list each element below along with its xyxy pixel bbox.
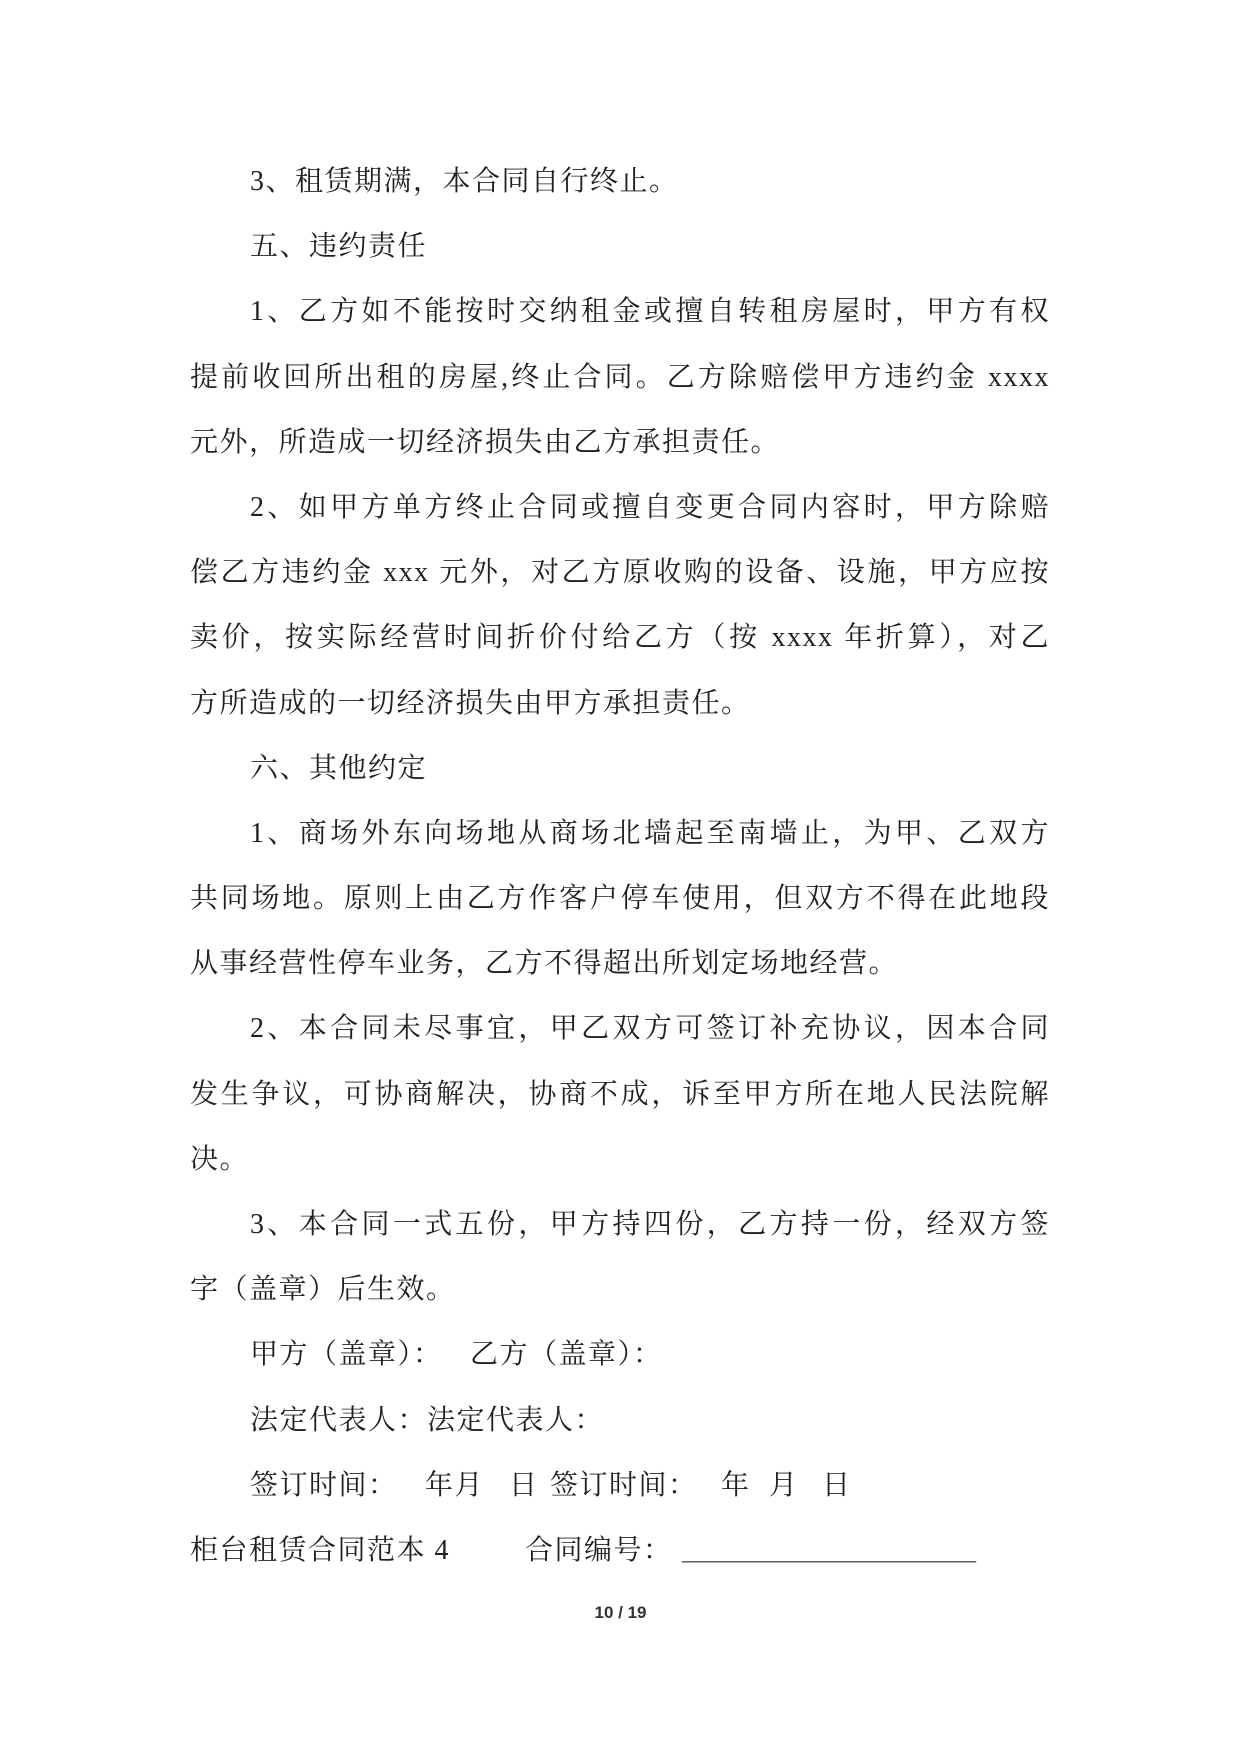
signature-seal-line xyxy=(190,1322,1050,1387)
date-a-day: 日 xyxy=(509,1469,539,1501)
clause-line: 3、租赁期满，本合同自行终止。 xyxy=(250,166,679,197)
clause-line: 3、本合同一式五份，甲方持四份，乙方持一份，经双方签 xyxy=(250,1209,1050,1240)
clause-line: 字（盖章）后生效。 xyxy=(190,1274,456,1306)
date-b-month: 月 xyxy=(769,1469,799,1501)
clause-line: 决。 xyxy=(190,1143,250,1175)
clause-line: 共同场地。原则上由乙方作客户停车使用，但双方不得在此地段 xyxy=(190,883,1050,915)
signing-date-line xyxy=(190,1453,1050,1518)
next-contract-header xyxy=(190,1518,1050,1583)
clause-line: 提前收回所出租的房屋,终止合同。乙方除赔偿甲方违约金 xxxx xyxy=(190,361,1050,393)
clause-line: 1、乙方如不能按时交纳租金或擅自转租房屋时，甲方有权 xyxy=(250,296,1050,328)
party-a-seal-label: 甲方（盖章）： xyxy=(250,1339,443,1371)
contract-number-label: 合同编号： xyxy=(525,1534,673,1566)
clause-line: 卖价，按实际经营时间折价付给乙方（按 xxxx 年折算），对乙 xyxy=(190,622,1050,654)
document-body xyxy=(190,149,1050,1583)
clause-line: 偿乙方违约金 xxx 元外，对乙方原收购的设备、设施，甲方应按 xyxy=(190,557,1050,589)
section-heading: 五、违约责任 xyxy=(250,231,428,263)
section-heading: 六、其他约定 xyxy=(250,752,428,784)
date-a-year-month: 年月 xyxy=(425,1469,485,1501)
representatives-line: 法定代表人：法定代表人： xyxy=(250,1404,605,1436)
clause-line: 2、本合同未尽事宜，甲乙双方可签订补充协议，因本合同 xyxy=(250,1013,1050,1045)
clause-line: 元外，所造成一切经济损失由乙方承担责任。 xyxy=(190,426,781,458)
clause-line: 2、如甲方单方终止合同或擅自变更合同内容时，甲方除赔 xyxy=(250,491,1050,523)
clause-line: 发生争议，可协商解决，协商不成，诉至甲方所在地人民法院解 xyxy=(190,1078,1050,1110)
date-b-label: 签订时间： xyxy=(550,1469,698,1501)
clause-line: 1、商场外东向场地从商场北墙起至南墙止，为甲、乙双方 xyxy=(250,817,1050,849)
contract-number-blank: _____________________ xyxy=(682,1534,976,1566)
clause-line: 从事经营性停车业务，乙方不得超出所划定场地经营。 xyxy=(190,948,899,980)
date-b-year: 年 xyxy=(721,1469,751,1501)
page-number: 10 / 19 xyxy=(594,1603,647,1622)
date-a-label: 签订时间： xyxy=(250,1469,398,1501)
next-contract-title: 柜台租赁合同范本 4 xyxy=(190,1534,451,1566)
party-b-seal-label: 乙方（盖章）： xyxy=(470,1339,663,1371)
date-b-day: 日 xyxy=(822,1469,852,1501)
clause-line: 方所造成的一切经济损失由甲方承担责任。 xyxy=(190,687,751,719)
